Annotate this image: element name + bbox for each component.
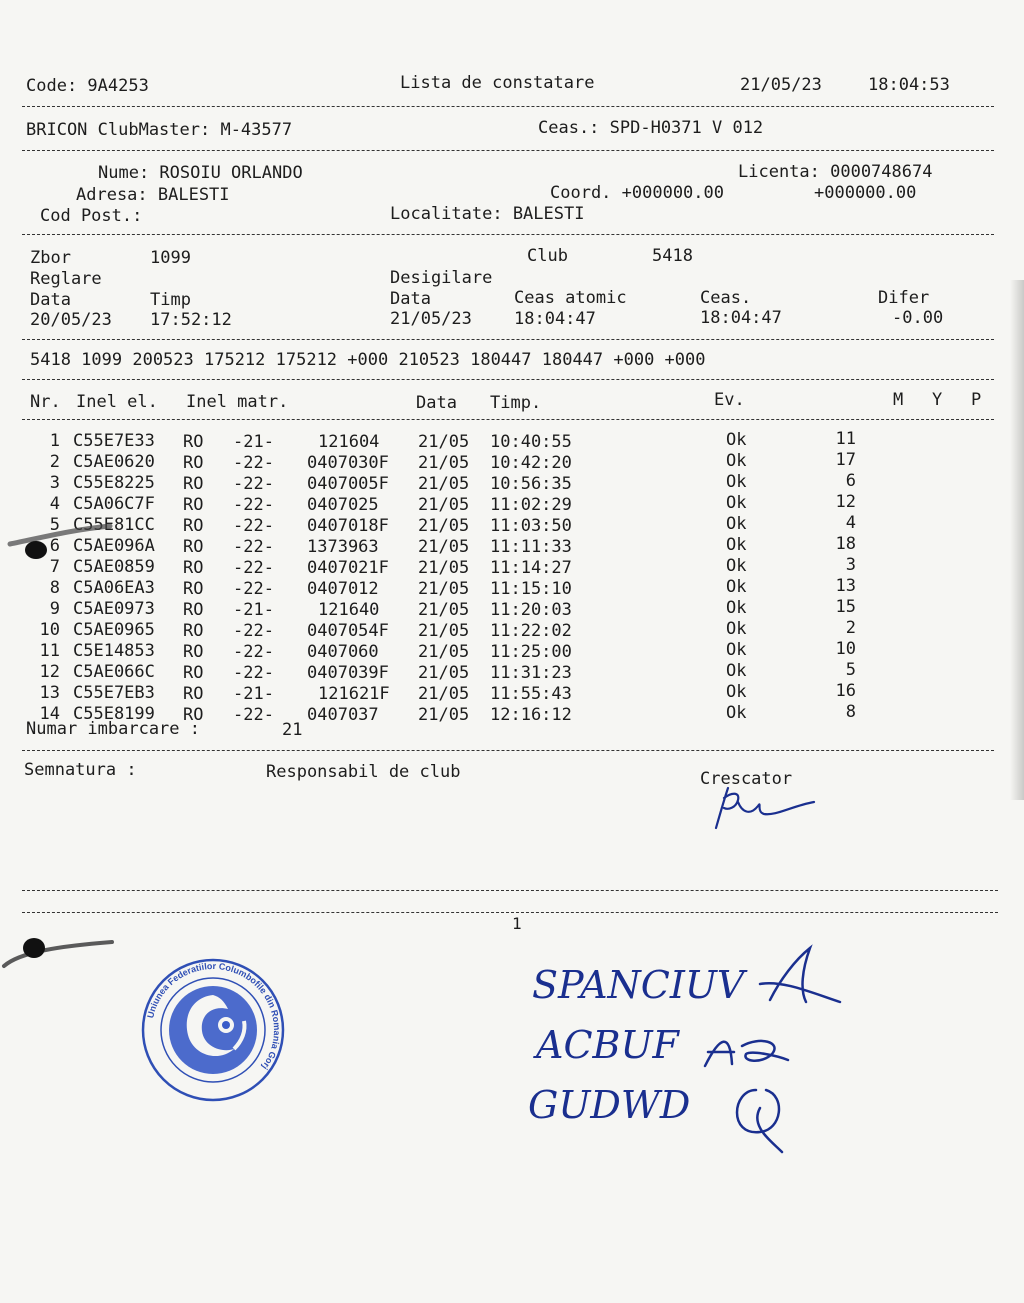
ring-number: 0407012 [307,579,379,599]
arrival-time: 11:31:23 [490,663,572,683]
row-nr: 9 [49,599,60,619]
page-edge-shadow [1010,280,1024,800]
position-value: 11 [835,429,856,449]
ring-year: -22- [233,453,274,473]
header-date: 21/05/23 [740,75,822,95]
ring-country: RO [183,579,204,599]
arrival-date: 21/05 [418,453,470,473]
divider [22,234,994,235]
position-value: 5 [845,660,856,680]
ring-year: -22- [233,642,274,662]
arrival-date: 21/05 [418,432,470,452]
event-status: Ok [726,493,747,513]
col-header-m: M [893,390,904,410]
difference-label: Difer [878,288,930,308]
arrival-time: 11:14:27 [490,558,572,578]
arrival-date: 21/05 [418,558,470,578]
event-status: Ok [726,577,747,597]
punch-hole-icon [0,518,120,578]
locality: Localitate: BALESTI [390,204,585,224]
flight-label: Zbor [30,248,71,268]
ring-year: -22- [233,558,274,578]
event-status: Ok [726,472,747,492]
ring-country: RO [183,516,204,536]
ring-country: RO [183,453,204,473]
arrival-time: 10:42:20 [490,453,572,473]
event-status: Ok [726,451,747,471]
position-value: 6 [845,471,856,491]
col-header-p: P [971,390,982,410]
ring-number: 0407018F [307,516,389,536]
position-value: 13 [835,576,856,596]
ring-electronic: C55E7EB3 [73,683,155,703]
col-header-data: Data [416,393,457,413]
col-header-ev: Ev. [714,390,745,410]
arrival-date: 21/05 [418,621,470,641]
code-label: Code: 9A4253 [26,76,149,96]
page-number: 1 [512,914,522,933]
event-status: Ok [726,535,747,555]
ring-number: 0407030F [307,453,389,473]
breeder-label: Crescator [700,769,793,789]
handwritten-name: GUDWD [528,1083,691,1127]
code-line: 5418 1099 200523 175212 175212 +000 210523 180447 180447 +000 +000 [30,350,706,370]
arrival-time: 11:02:29 [490,495,572,515]
ring-year: -22- [233,537,274,557]
arrival-date: 21/05 [418,600,470,620]
flight-number: 1099 [150,248,191,268]
ring-number: 121621F [318,684,390,704]
row-nr: 13 [39,683,60,703]
ring-year: -22- [233,705,274,725]
row-nr: 1 [49,431,60,451]
event-status: Ok [726,556,747,576]
ring-electronic: C55E81CC [73,515,155,535]
reglare-date-label: Data [30,290,71,310]
divider [22,419,994,420]
ring-number: 121604 [318,432,380,452]
reglare-date: 20/05/23 [30,310,112,330]
atomic-time: 18:04:47 [514,309,596,329]
ring-number: 0407021F [307,558,389,578]
ring-country: RO [183,600,204,620]
position-value: 3 [845,555,856,575]
arrival-time: 10:56:35 [490,474,572,494]
header-time: 18:04:53 [868,75,950,95]
club-label: Club [527,246,568,266]
position-value: 8 [845,702,856,722]
arrival-time: 11:22:02 [490,621,572,641]
punch-hole-icon [0,930,120,980]
ring-year: -22- [233,495,274,515]
arrival-date: 21/05 [418,495,470,515]
ring-country: RO [183,558,204,578]
owner-name: Nume: ROSOIU ORLANDO [98,163,303,183]
ring-country: RO [183,474,204,494]
divider [22,890,998,891]
position-value: 4 [845,513,856,533]
signature-label: Semnatura : [24,760,137,780]
position-value: 18 [835,534,856,554]
ring-country: RO [183,495,204,515]
divider [22,106,994,107]
arrival-date: 21/05 [418,579,470,599]
divider [22,379,994,380]
ring-electronic: C5AE0965 [73,620,155,640]
ring-year: -22- [233,663,274,683]
row-nr: 3 [49,473,60,493]
ring-country: RO [183,684,204,704]
col-header-inel-matr: Inel matr. [186,392,289,412]
divider [22,912,998,913]
boarding-label: Numar imbarcare : [26,719,200,739]
row-nr: 2 [49,452,60,472]
position-value: 12 [835,492,856,512]
reglare-time: 17:52:12 [150,310,232,330]
arrival-time: 11:03:50 [490,516,572,536]
handwritten-name: ACBUF [536,1023,679,1067]
row-nr: 11 [39,641,60,661]
arrival-date: 21/05 [418,642,470,662]
federation-stamp-icon [138,955,288,1105]
arrival-time: 12:16:12 [490,705,572,725]
ring-electronic: C5A06C7F [73,494,155,514]
ring-country: RO [183,537,204,557]
ring-number: 0407060 [307,642,379,662]
row-nr: 8 [49,578,60,598]
commission-signatures [520,940,860,1160]
desigilare-date: 21/05/23 [390,309,472,329]
desigilare-date-label: Data [390,289,431,309]
row-nr: 14 [39,704,60,724]
row-nr: 7 [49,557,60,577]
ring-year: -21- [233,600,274,620]
ring-country: RO [183,705,204,725]
ring-year: -22- [233,474,274,494]
ring-country: RO [183,432,204,452]
atomic-clock-label: Ceas atomic [514,288,627,308]
ring-electronic: C5A06EA3 [73,578,155,598]
arrival-time: 11:11:33 [490,537,572,557]
ring-country: RO [183,621,204,641]
stamp-text: Uniunea Federatiilor Columbofile din Romania Gorj [145,960,283,1072]
arrival-date: 21/05 [418,537,470,557]
ring-country: RO [183,642,204,662]
col-header-inel-el: Inel el. [76,392,158,412]
difference-value: -0.00 [892,308,944,328]
ring-year: -22- [233,621,274,641]
ring-number: 0407039F [307,663,389,683]
arrival-date: 21/05 [418,516,470,536]
row-nr: 6 [49,536,60,556]
reglare-time-label: Timp [150,290,191,310]
arrival-date: 21/05 [418,705,470,725]
row-nr: 5 [49,515,60,535]
arrival-date: 21/05 [418,474,470,494]
breeder-signature [706,782,826,832]
clock-time-label: Ceas. [700,288,752,308]
row-nr: 4 [49,494,60,514]
clock-time: 18:04:47 [700,308,782,328]
ring-year: -22- [233,579,274,599]
event-status: Ok [726,682,747,702]
position-value: 16 [835,681,856,701]
col-header-nr: Nr. [30,392,61,412]
reglare-label: Reglare [30,269,102,289]
arrival-time: 11:15:10 [490,579,572,599]
event-status: Ok [726,640,747,660]
event-status: Ok [726,703,747,723]
clubmaster-label: BRICON ClubMaster: M-43577 [26,120,293,140]
event-status: Ok [726,598,747,618]
position-value: 10 [835,639,856,659]
arrival-time: 11:55:43 [490,684,572,704]
postcode-label: Cod Post.: [40,206,143,226]
handwritten-name: SPANCIUV [532,963,745,1007]
ring-electronic: C5AE0973 [73,599,155,619]
owner-address: Adresa: BALESTI [76,185,230,205]
position-value: 15 [835,597,856,617]
license-number: Licenta: 0000748674 [738,162,933,182]
club-responsible-label: Responsabil de club [266,762,461,782]
arrival-date: 21/05 [418,663,470,683]
ring-number: 0407005F [307,474,389,494]
col-header-timp: Timp. [490,393,542,413]
desigilare-label: Desigilare [390,268,493,288]
ring-year: -21- [233,684,274,704]
col-header-y: Y [932,390,943,410]
divider [22,339,994,340]
event-status: Ok [726,514,747,534]
club-number: 5418 [652,246,693,266]
arrival-time: 11:25:00 [490,642,572,662]
ring-electronic: C55E7E33 [73,431,155,451]
ring-number: 0407025 [307,495,379,515]
position-value: 17 [835,450,856,470]
ring-year: -22- [233,516,274,536]
ring-number: 0407054F [307,621,389,641]
ring-electronic: C5AE0859 [73,557,155,577]
ring-number: 1373963 [307,537,379,557]
ring-year: -21- [233,432,274,452]
ring-number: 0407037 [307,705,379,725]
document-title: Lista de constatare [400,73,595,93]
coordinates: Coord. +000000.00 [550,183,724,203]
arrival-date: 21/05 [418,684,470,704]
arrival-time: 11:20:03 [490,600,572,620]
event-status: Ok [726,430,747,450]
boarding-count: 21 [282,720,303,740]
arrival-time: 10:40:55 [490,432,572,452]
position-value: 2 [845,618,856,638]
ring-number: 121640 [318,600,380,620]
ring-electronic: C5AE096A [73,536,155,556]
clock-label: Ceas.: SPD-H0371 V 012 [538,118,764,138]
ring-electronic: C5AE0620 [73,452,155,472]
ring-electronic: C55E8225 [73,473,155,493]
event-status: Ok [726,661,747,681]
ring-electronic: C5AE066C [73,662,155,682]
divider [22,750,994,751]
coordinates-2: +000000.00 [814,183,917,203]
ring-electronic: C55E8199 [73,704,155,724]
row-nr: 12 [39,662,60,682]
divider [22,150,994,151]
row-nr: 10 [39,620,60,640]
ring-electronic: C5E14853 [73,641,155,661]
ring-country: RO [183,663,204,683]
event-status: Ok [726,619,747,639]
